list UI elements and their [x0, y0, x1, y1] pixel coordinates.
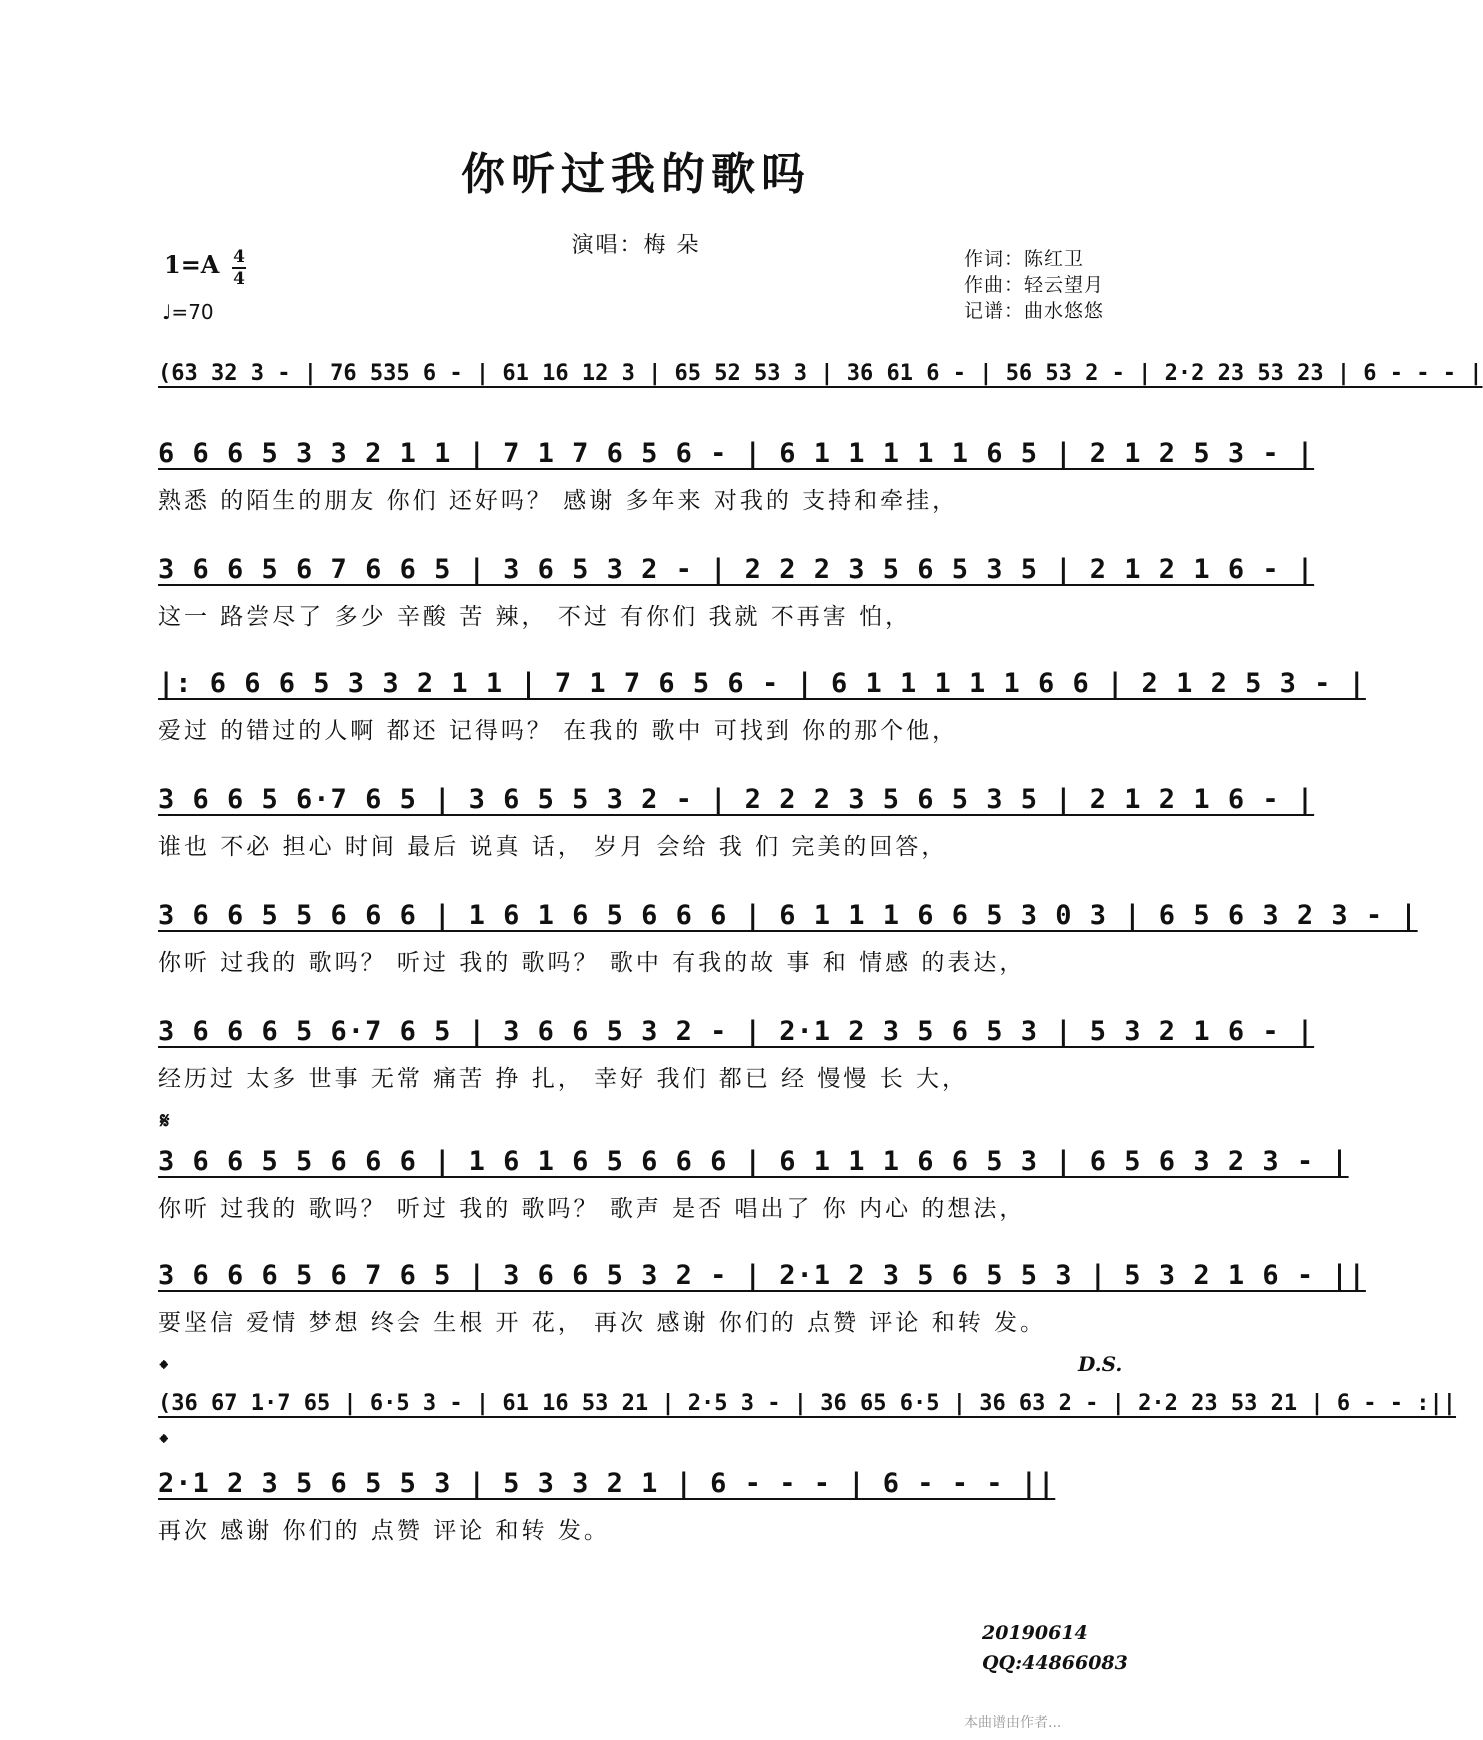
- score-lyrics: 爱过 的错过的人啊 都还 记得吗？ 在我的 歌中 可找到 你的那个他，: [158, 718, 959, 744]
- tempo-marking: ♩=70: [162, 300, 214, 324]
- score-line-3: [158, 548, 1315, 648]
- score-line-7: [158, 1010, 1315, 1110]
- score-line-6: [158, 894, 1418, 994]
- song-title: 你听过我的歌吗: [461, 149, 811, 200]
- score-line-2: [158, 432, 1315, 532]
- score-lyrics: 谁也 不必 担心 时间 最后 说真 话， 岁月 会给 我 们 完美的回答，: [158, 834, 948, 860]
- score-line-9: [158, 1254, 1366, 1354]
- date-stamp: 20190614: [982, 1622, 1088, 1644]
- score-lyrics: 这一 路尝尽了 多少 辛酸 苦 辣， 不过 有你们 我就 不再害 怕，: [158, 604, 912, 630]
- score-lyrics: 你听 过我的 歌吗？ 听过 我的 歌吗？ 歌中 有我的故 事 和 情感 的表达，: [158, 950, 1026, 976]
- watermark-text: 本曲谱由作者...: [964, 1715, 1062, 1731]
- score-notes: 3 6 6 6 5 6 7 6 5 | 3 6 6 5 3 2 - | 2·1 2 3 5 6 5 5 3 | 5 3 2 1 6 - ||: [158, 1260, 1366, 1291]
- score-notes: |: 6 6 6 5 3 3 2 1 1 | 7 1 7 6 5 6 - | 6 1 1 1 1 1 6 6 | 2 1 2 5 3 - |: [158, 668, 1366, 699]
- footer-info: [982, 1618, 1128, 1678]
- coda-mark-2: 𝄌: [160, 1430, 168, 1456]
- score-lyrics: 要坚信 爱情 梦想 终会 生根 开 花， 再次 感谢 你们的 点赞 评论 和转 发。: [158, 1310, 1047, 1336]
- score-lyrics: 熟悉 的陌生的朋友 你们 还好吗？ 感谢 多年来 对我的 支持和牵挂，: [158, 488, 959, 514]
- score-line-5: [158, 778, 1315, 878]
- score-notes: 3 6 6 6 5 6·7 6 5 | 3 6 6 5 3 2 - | 2·1 2 3 5 6 5 3 | 5 3 2 1 6 - |: [158, 1016, 1315, 1047]
- score-lyrics: 你听 过我的 歌吗？ 听过 我的 歌吗？ 歌声 是否 唱出了 你 内心 的想法，: [158, 1196, 1026, 1222]
- key-signature: 1=A: [164, 250, 220, 279]
- score-lyrics: 经历过 太多 世事 无常 痛苦 挣 扎， 幸好 我们 都已 经 慢慢 长 大，: [158, 1066, 969, 1092]
- dal-segno-mark: D.S.: [1078, 1352, 1123, 1376]
- transcriber-credit: 记谱：曲水悠悠: [964, 300, 1105, 322]
- score-notes: 3 6 6 5 6·7 6 5 | 3 6 5 5 3 2 - | 2 2 2 3 5 6 5 3 5 | 2 1 2 1 6 - |: [158, 784, 1315, 815]
- singer-credit: 演唱：梅 朵: [571, 233, 701, 258]
- score-notes: (36 67 1·7 65 | 6·5 3 - | 61 16 53 21 | 2·5 3 - | 36 65 6·5 | 36 63 2 - | 2·2 23 53 21 | 6 - - :||: [158, 1391, 1457, 1416]
- time-signature-bottom: 4: [233, 269, 245, 289]
- score-line-4: [158, 662, 1366, 762]
- score-notes: 3 6 6 5 5 6 6 6 | 1 6 1 6 5 6 6 6 | 6 1 1 1 6 6 5 3 | 6 5 6 3 2 3 - |: [158, 1146, 1349, 1177]
- segno-mark: 𝄋: [160, 1108, 170, 1134]
- score-notes: 6 6 6 5 3 3 2 1 1 | 7 1 7 6 5 6 - | 6 1 1 1 1 1 6 5 | 2 1 2 5 3 - |: [158, 438, 1315, 469]
- time-signature: [232, 248, 246, 288]
- score-notes: (63 32 3 - | 76 535 6 - | 61 16 12 3 | 65 52 53 3 | 36 61 6 - | 56 53 2 - | 2·2 23 53 23 | 6 - - - |: [158, 361, 1483, 386]
- score-line-11: [158, 1462, 1124, 1562]
- score-notes: 3 6 6 5 5 6 6 6 | 1 6 1 6 5 6 6 6 | 6 1 1 1 6 6 5 3 0 3 | 6 5 6 3 2 3 - |: [158, 900, 1418, 931]
- coda-mark-1: 𝄌: [160, 1356, 168, 1382]
- time-signature-top: 4: [233, 247, 245, 267]
- score-line-8: [158, 1140, 1349, 1240]
- qq-contact: QQ:44866083: [982, 1652, 1128, 1674]
- score-lyrics: 再次 感谢 你们的 点赞 评论 和转 发。: [158, 1518, 610, 1544]
- score-notes: 3 6 6 5 6 7 6 6 5 | 3 6 5 3 2 - | 2 2 2 3 5 6 5 3 5 | 2 1 2 1 6 - |: [158, 554, 1315, 585]
- score-notes: 2·1 2 3 5 6 5 5 3 | 5 3 3 2 1 | 6 - - - | 6 - - - ||: [158, 1468, 1056, 1499]
- credits-block: [964, 246, 1104, 324]
- lyricist-credit: 作词：陈红卫: [964, 248, 1085, 270]
- composer-credit: 作曲：轻云望月: [964, 274, 1105, 296]
